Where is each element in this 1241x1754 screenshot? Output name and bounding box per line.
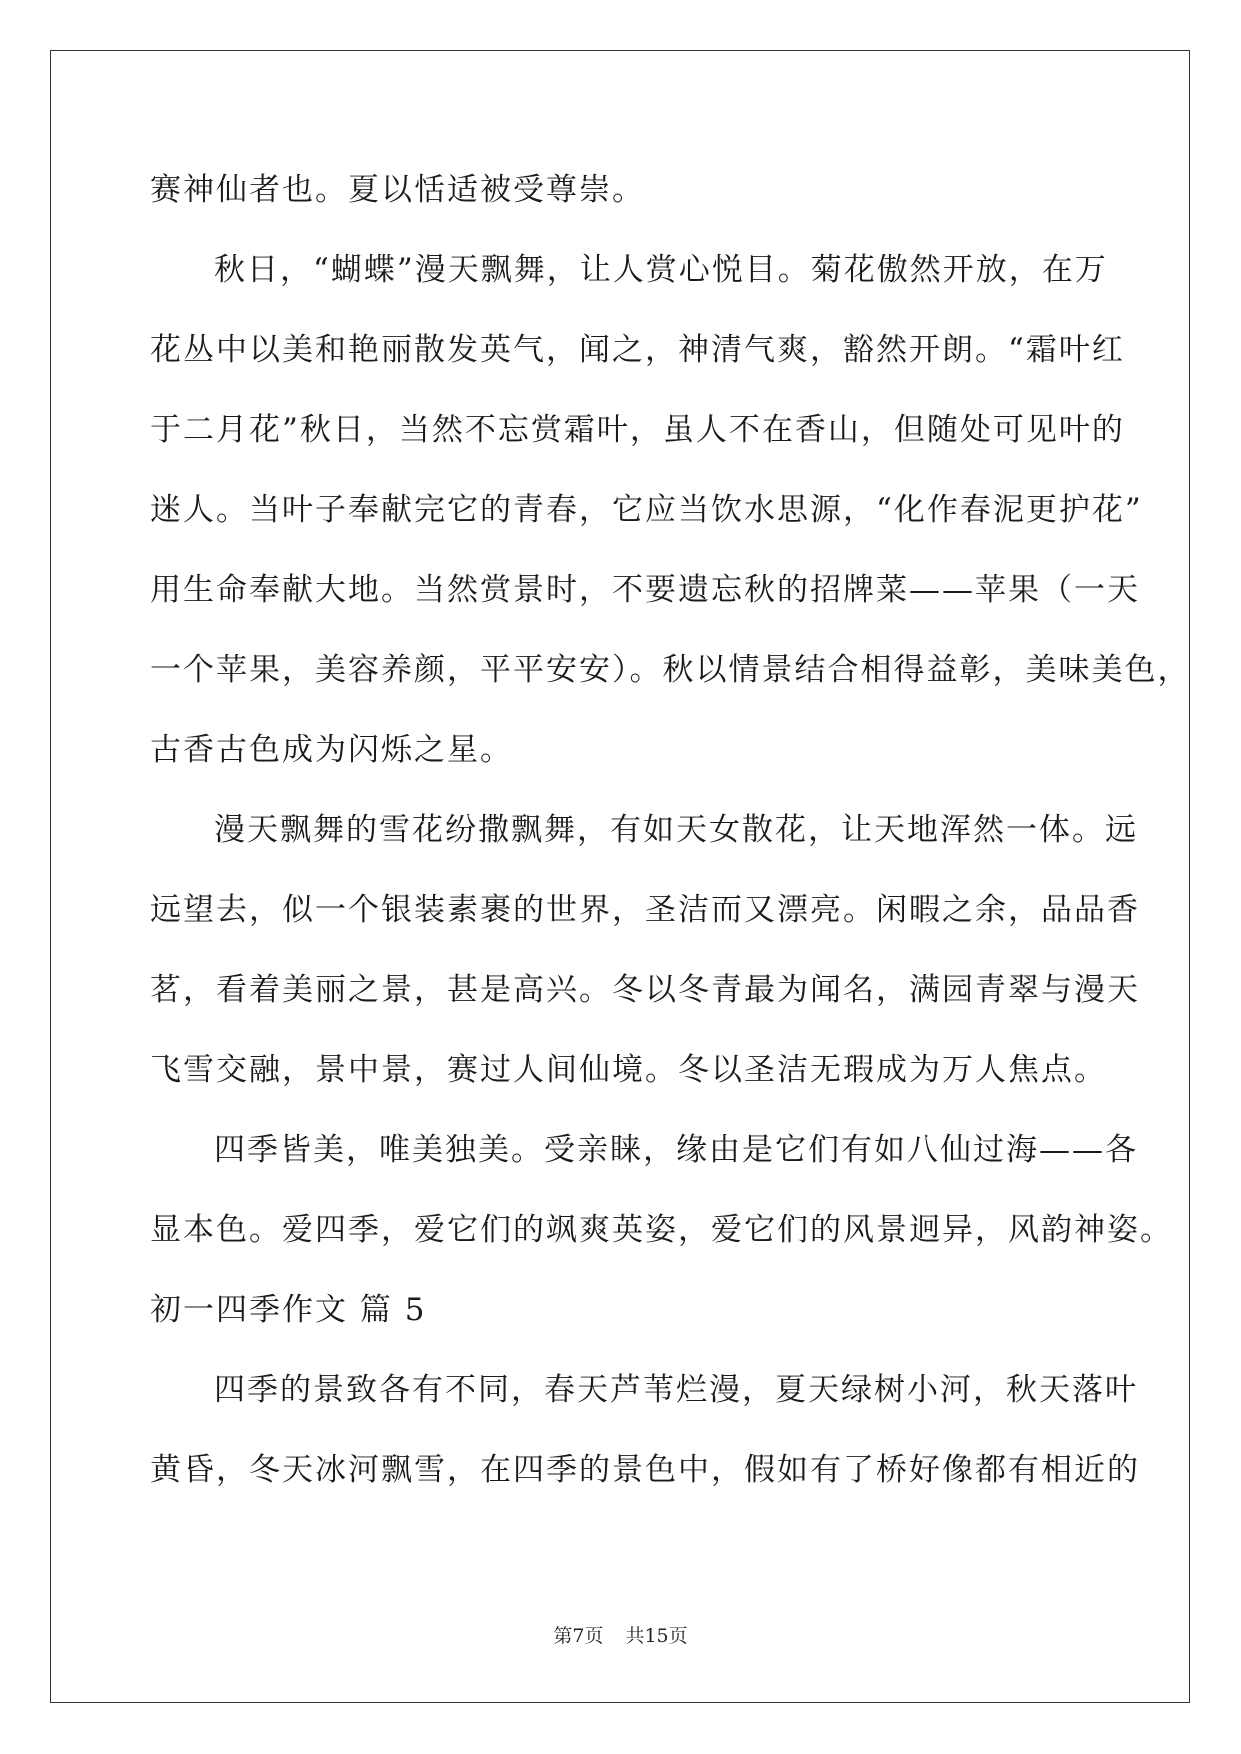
text-line: 远望去，似一个银装素裹的世界，圣洁而又漂亮。闲暇之余，品品香 [150, 892, 1140, 928]
text-line: 一个苹果，美容养颜，平平安安）。秋以情景结合相得益彰，美味美色， [150, 652, 1191, 688]
text-line: 赛神仙者也。夏以恬适被受尊崇。 [150, 172, 645, 208]
text-line: 古香古色成为闪烁之星。 [150, 732, 513, 768]
text-line: 显本色。爱四季，爱它们的飒爽英姿，爱它们的风景迥异，风韵神姿。 [150, 1212, 1173, 1248]
text-line: 用生命奉献大地。当然赏景时，不要遗忘秋的招牌菜——苹果（一天 [150, 572, 1140, 608]
section-heading: 初一四季作文 篇 5 [150, 1292, 427, 1328]
text-line: 秋日，“蝴蝶”漫天飘舞，让人赏心悦目。菊花傲然开放，在万 [214, 252, 1108, 288]
page-number: 第7页 [553, 1625, 604, 1647]
document-body [150, 150, 1191, 1510]
text-line: 四季的景致各有不同，春天芦苇烂漫，夏天绿树小河，秋天落叶 [214, 1372, 1138, 1408]
text-line: 迷人。当叶子奉献完它的青春，它应当饮水思源，“化作春泥更护花” [150, 492, 1143, 528]
page-footer [0, 1621, 1241, 1648]
text-line: 飞雪交融，景中景，赛过人间仙境。冬以圣洁无瑕成为万人焦点。 [150, 1052, 1107, 1088]
page-total: 共15页 [625, 1625, 688, 1647]
text-line: 漫天飘舞的雪花纷撒飘舞，有如天女散花，让天地浑然一体。远 [214, 812, 1138, 848]
text-line: 四季皆美，唯美独美。受亲睐，缘由是它们有如八仙过海——各 [214, 1132, 1138, 1168]
text-line: 茗，看着美丽之景，甚是高兴。冬以冬青最为闻名，满园青翠与漫天 [150, 972, 1140, 1008]
text-line: 花丛中以美和艳丽散发英气，闻之，神清气爽，豁然开朗。“霜叶红 [150, 332, 1125, 368]
text-line: 于二月花”秋日，当然不忘赏霜叶，虽人不在香山，但随处可见叶的 [150, 412, 1125, 448]
text-line: 黄昏，冬天冰河飘雪，在四季的景色中，假如有了桥好像都有相近的 [150, 1452, 1140, 1488]
